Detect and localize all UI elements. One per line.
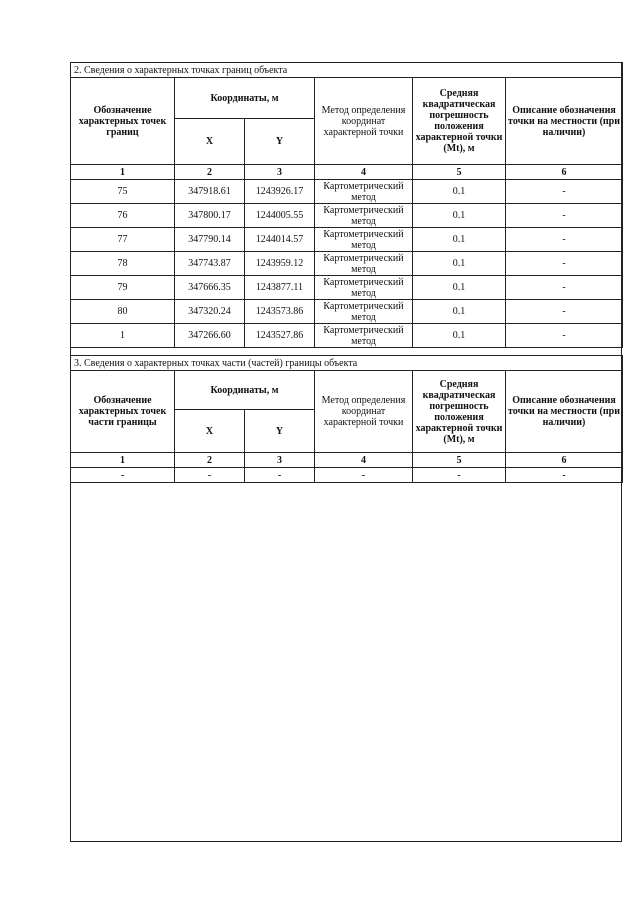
col-number: 4 — [315, 165, 413, 180]
table-row — [71, 228, 623, 252]
cell-point: 77 — [71, 228, 175, 252]
cell-x: 347918.61 — [175, 180, 245, 204]
cell-desc: - — [506, 204, 623, 228]
cell-desc: - — [506, 324, 623, 348]
header-x: X — [175, 410, 245, 453]
cell-point: 79 — [71, 276, 175, 300]
cell-y: - — [245, 468, 315, 483]
cell-desc: - — [506, 300, 623, 324]
header-designation: Обозначение характерных точек части границы — [71, 371, 175, 453]
cell-x: 347743.87 — [175, 252, 245, 276]
cell-error: 0.1 — [413, 276, 506, 300]
header-coords: Координаты, м — [175, 371, 315, 410]
cell-x: 347790.14 — [175, 228, 245, 252]
col-number: 2 — [175, 453, 245, 468]
table-row — [71, 252, 623, 276]
section3-table — [70, 355, 623, 483]
cell-desc: - — [506, 180, 623, 204]
header-y: Y — [245, 410, 315, 453]
col-number: 5 — [413, 165, 506, 180]
cell-x: 347320.24 — [175, 300, 245, 324]
cell-y: 1243926.17 — [245, 180, 315, 204]
header-designation: Обозначение характерных точек границ — [71, 78, 175, 165]
cell-point: 76 — [71, 204, 175, 228]
col-number: 1 — [71, 453, 175, 468]
cell-desc: - — [506, 468, 623, 483]
header-method: Метод определения координат характерной точки — [315, 371, 413, 453]
cell-method: Картометрический метод — [315, 180, 413, 204]
cell-method: Картометрический метод — [315, 324, 413, 348]
header-error: Средняя квадратическая погрешность положения характерной точки (Mt), м — [413, 371, 506, 453]
table-row — [71, 276, 623, 300]
cell-point: 75 — [71, 180, 175, 204]
col-number: 6 — [506, 165, 623, 180]
cell-point: - — [71, 468, 175, 483]
cell-x: 347666.35 — [175, 276, 245, 300]
header-error: Средняя квадратическая погрешность положения характерной точки (Mt), м — [413, 78, 506, 165]
cell-point: 78 — [71, 252, 175, 276]
cell-method: - — [315, 468, 413, 483]
cell-y: 1244005.55 — [245, 204, 315, 228]
header-description: Описание обозначения точки на местности (при наличии) — [506, 371, 623, 453]
header-description: Описание обозначения точки на местности (при наличии) — [506, 78, 623, 165]
cell-method: Картометрический метод — [315, 276, 413, 300]
cell-x: - — [175, 468, 245, 483]
col-number: 3 — [245, 165, 315, 180]
table-row — [71, 180, 623, 204]
section2-title: 2. Сведения о характерных точках границ объекта — [71, 63, 623, 78]
col-number: 3 — [245, 453, 315, 468]
cell-desc: - — [506, 228, 623, 252]
cell-y: 1243959.12 — [245, 252, 315, 276]
table-row — [71, 204, 623, 228]
col-number: 2 — [175, 165, 245, 180]
cell-y: 1243877.11 — [245, 276, 315, 300]
cell-error: 0.1 — [413, 180, 506, 204]
section2-table — [70, 62, 623, 348]
cell-point: 80 — [71, 300, 175, 324]
header-y: Y — [245, 119, 315, 165]
table-row — [71, 324, 623, 348]
cell-desc: - — [506, 276, 623, 300]
cell-method: Картометрический метод — [315, 228, 413, 252]
section3-title: 3. Сведения о характерных точках части (частей) границы объекта — [71, 356, 623, 371]
cell-x: 347800.17 — [175, 204, 245, 228]
cell-x: 347266.60 — [175, 324, 245, 348]
cell-method: Картометрический метод — [315, 300, 413, 324]
col-number: 6 — [506, 453, 623, 468]
header-method: Метод определения координат характерной точки — [315, 78, 413, 165]
cell-y: 1243527.86 — [245, 324, 315, 348]
table-row — [71, 300, 623, 324]
cell-error: 0.1 — [413, 228, 506, 252]
cell-y: 1243573.86 — [245, 300, 315, 324]
cell-error: 0.1 — [413, 204, 506, 228]
cell-error: - — [413, 468, 506, 483]
cell-y: 1244014.57 — [245, 228, 315, 252]
col-number: 5 — [413, 453, 506, 468]
cell-point: 1 — [71, 324, 175, 348]
cell-desc: - — [506, 252, 623, 276]
header-coords: Координаты, м — [175, 78, 315, 119]
col-number: 4 — [315, 453, 413, 468]
col-number: 1 — [71, 165, 175, 180]
cell-method: Картометрический метод — [315, 204, 413, 228]
cell-method: Картометрический метод — [315, 252, 413, 276]
cell-error: 0.1 — [413, 324, 506, 348]
cell-error: 0.1 — [413, 252, 506, 276]
header-x: X — [175, 119, 245, 165]
cell-error: 0.1 — [413, 300, 506, 324]
table-row — [71, 468, 623, 483]
